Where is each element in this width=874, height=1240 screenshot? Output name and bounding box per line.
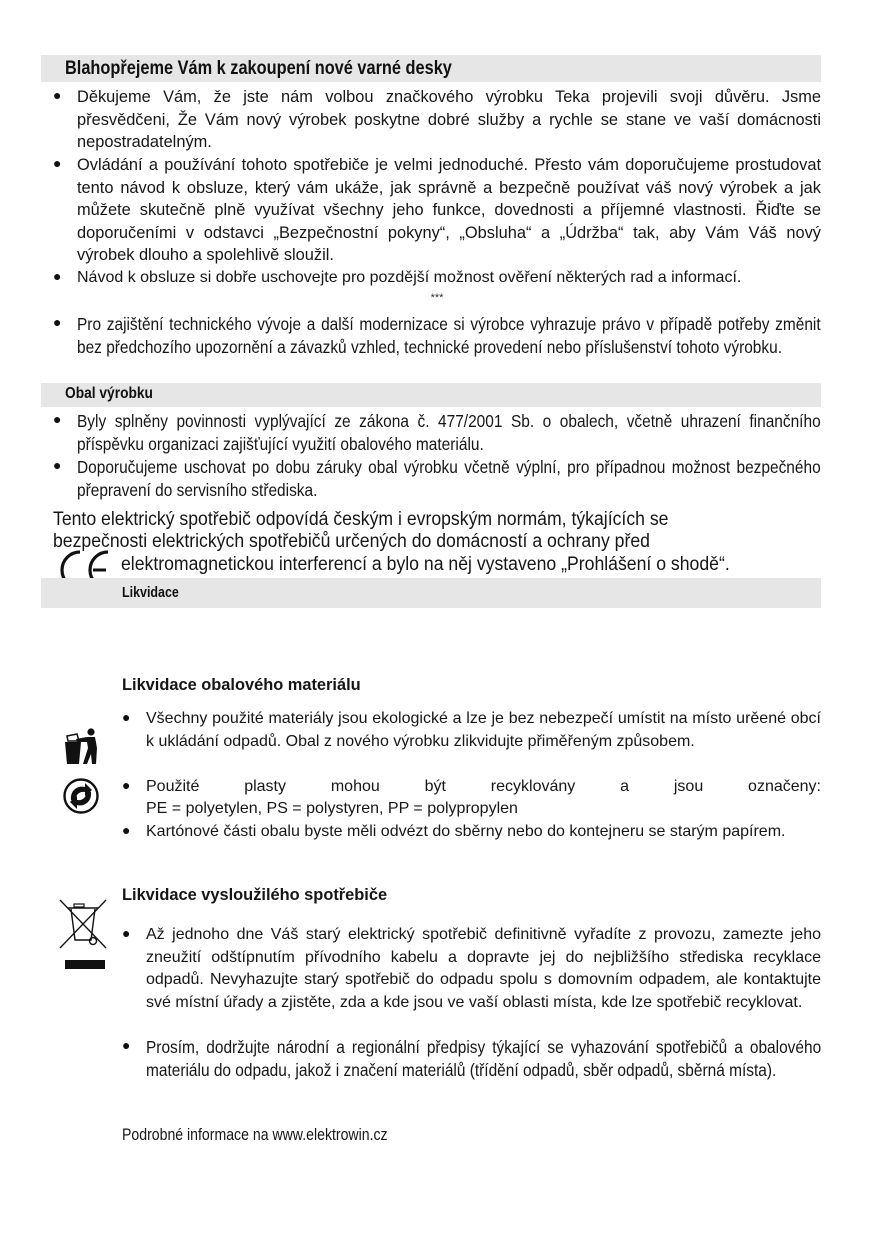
disposal-appliance-paragraph-2: Prosím, dodržujte národní a regionální předpisy týkající se vyhazování spotřebičů a obalového materiálu do odpadu, jakož i značení materiálů (třídění odpadů, sběr odpadů, sběrná místa). [146, 1037, 822, 1080]
subsection-title-appliance-disposal: Likvidace vysloužilého spotřebiče [122, 886, 388, 904]
section-title-intro: Blahopřejeme Vám k zakoupení nové varné desky [65, 58, 452, 79]
bullet-icon: ● [122, 824, 131, 839]
bullet-icon: ● [122, 1039, 131, 1054]
tidyman-bin-icon [63, 728, 101, 766]
separator: *** [430, 292, 444, 304]
conformity-line-2: bezpečnosti elektrických spotřebičů určených do domácností a ochrany před [53, 530, 650, 552]
packaging-paragraph-1: Byly splněny povinnosti vyplývající ze zákona č. 477/2001 Sb. o obalech, včetně uhrazení finančního příspěvku organizaci zajišťující využití obalového materiálu. [77, 411, 821, 454]
intro-paragraph-2: Ovládání a používání tohoto spotřebiče je velmi jednoduché. Přesto vám doporučujeme prostudovat tento návod k obsluze, který vám ukáže, jak správně a bezpečně používat váš nový výrobek a jak můžete skutečně plně využívat všechny jeho funkce, dovednosti a příjemné vlastnosti. Řiďte se doporučeními v odstavci „Bezpečnostní pokyny“, „Obsluha“ a „Údržba“ tak, aby Vám Váš nový výrobek dlouho a spolehlivě sloužil. [77, 156, 821, 265]
section-title-packaging: Obal výrobku [65, 385, 153, 402]
green-dot-recycle-icon [63, 778, 99, 814]
bullet-icon: ● [122, 779, 131, 794]
bullet-icon: ● [53, 270, 62, 285]
footer-info: Podrobné informace na www.elektrowin.cz [122, 1126, 388, 1144]
intro-note: Pro zajištění technického vývoje a další modernizace si výrobce vyhrazuje právo v případě potřeby změnit bez předchozího upozornění a závazků vzhled, technické provedení nebo příslušenství tohoto výrobku. [77, 314, 821, 357]
bullet-icon: ● [53, 157, 62, 172]
conformity-line-1: Tento elektrický spotřebič odpovídá českým i evropským normám, týkajících se [53, 508, 669, 530]
intro-paragraph-3: Návod k obsluze si dobře uschovejte pro pozdější možnost ověření některých rad a informací. [77, 269, 742, 286]
bullet-icon: ● [53, 459, 62, 474]
bullet-icon: ● [53, 316, 62, 331]
disposal-packaging-paragraph-1: Všechny použité materiály jsou ekologické a lze je bez nebezpečí umístit na místo urěené obcí k ukládání odpadů. Obal z nového výrobku zlikvidujte přiměřeným způsobem. [146, 710, 821, 750]
intro-paragraph-1: Děkujeme Vám, že jste nám volbou značkového výrobku Teka projevili svoji důvěru. Jsme přesvědčeni, Že Vám nový výrobek poskytne dobré služby a rychle se stane ve vaší domácnosti nepostradatelným. [77, 88, 821, 152]
section-title-disposal: Likvidace [122, 585, 179, 601]
disposal-appliance-paragraph-1: Až jednoho dne Váš starý elektrický spotřebič definitivně vyřadíte z provozu, zamezte jeho zneužití odštípnutím přívodního kabelu a dopravte jej do nejbližšího střediska recyklace odpadů. Nevyhazujte starý spotřebič do odpadu spolu s domovním odpadem, ale kontaktujte své místní úřady a zjistěte, zda a kde jsou ve vaší oblasti místa, kde lze spotřebič recyklovat. [146, 926, 821, 1011]
disposal-packaging-paragraph-2b: PE = polyetylen, PS = polystyren, PP = polypropylen [146, 800, 518, 817]
subsection-title-packaging-disposal: Likvidace obalového materiálu [122, 676, 361, 694]
packaging-paragraph-2: Doporučujeme uschovat po dobu záruky obal výrobku včetně výplní, pro případnou možnost bezpečného přepravení do servisního střediska. [77, 457, 821, 500]
bullet-icon: ● [53, 89, 62, 104]
section-header-packaging [41, 383, 821, 407]
disposal-packaging-paragraph-3: Kartónové části obalu byste měli odvézt do sběrny nebo do kontejneru se starým papírem. [146, 823, 786, 840]
bullet-icon: ● [122, 927, 131, 942]
conformity-line-3: elektromagnetickou interferencí a bylo na něj vystaveno „Prohlášení o shodě“. [121, 553, 730, 575]
bullet-icon: ● [122, 711, 131, 726]
bullet-icon: ● [53, 413, 62, 428]
disposal-packaging-paragraph-2: Použité plasty mohou být recyklovány a jsou označeny: [146, 778, 821, 795]
weee-crossed-bin-icon [58, 896, 108, 976]
